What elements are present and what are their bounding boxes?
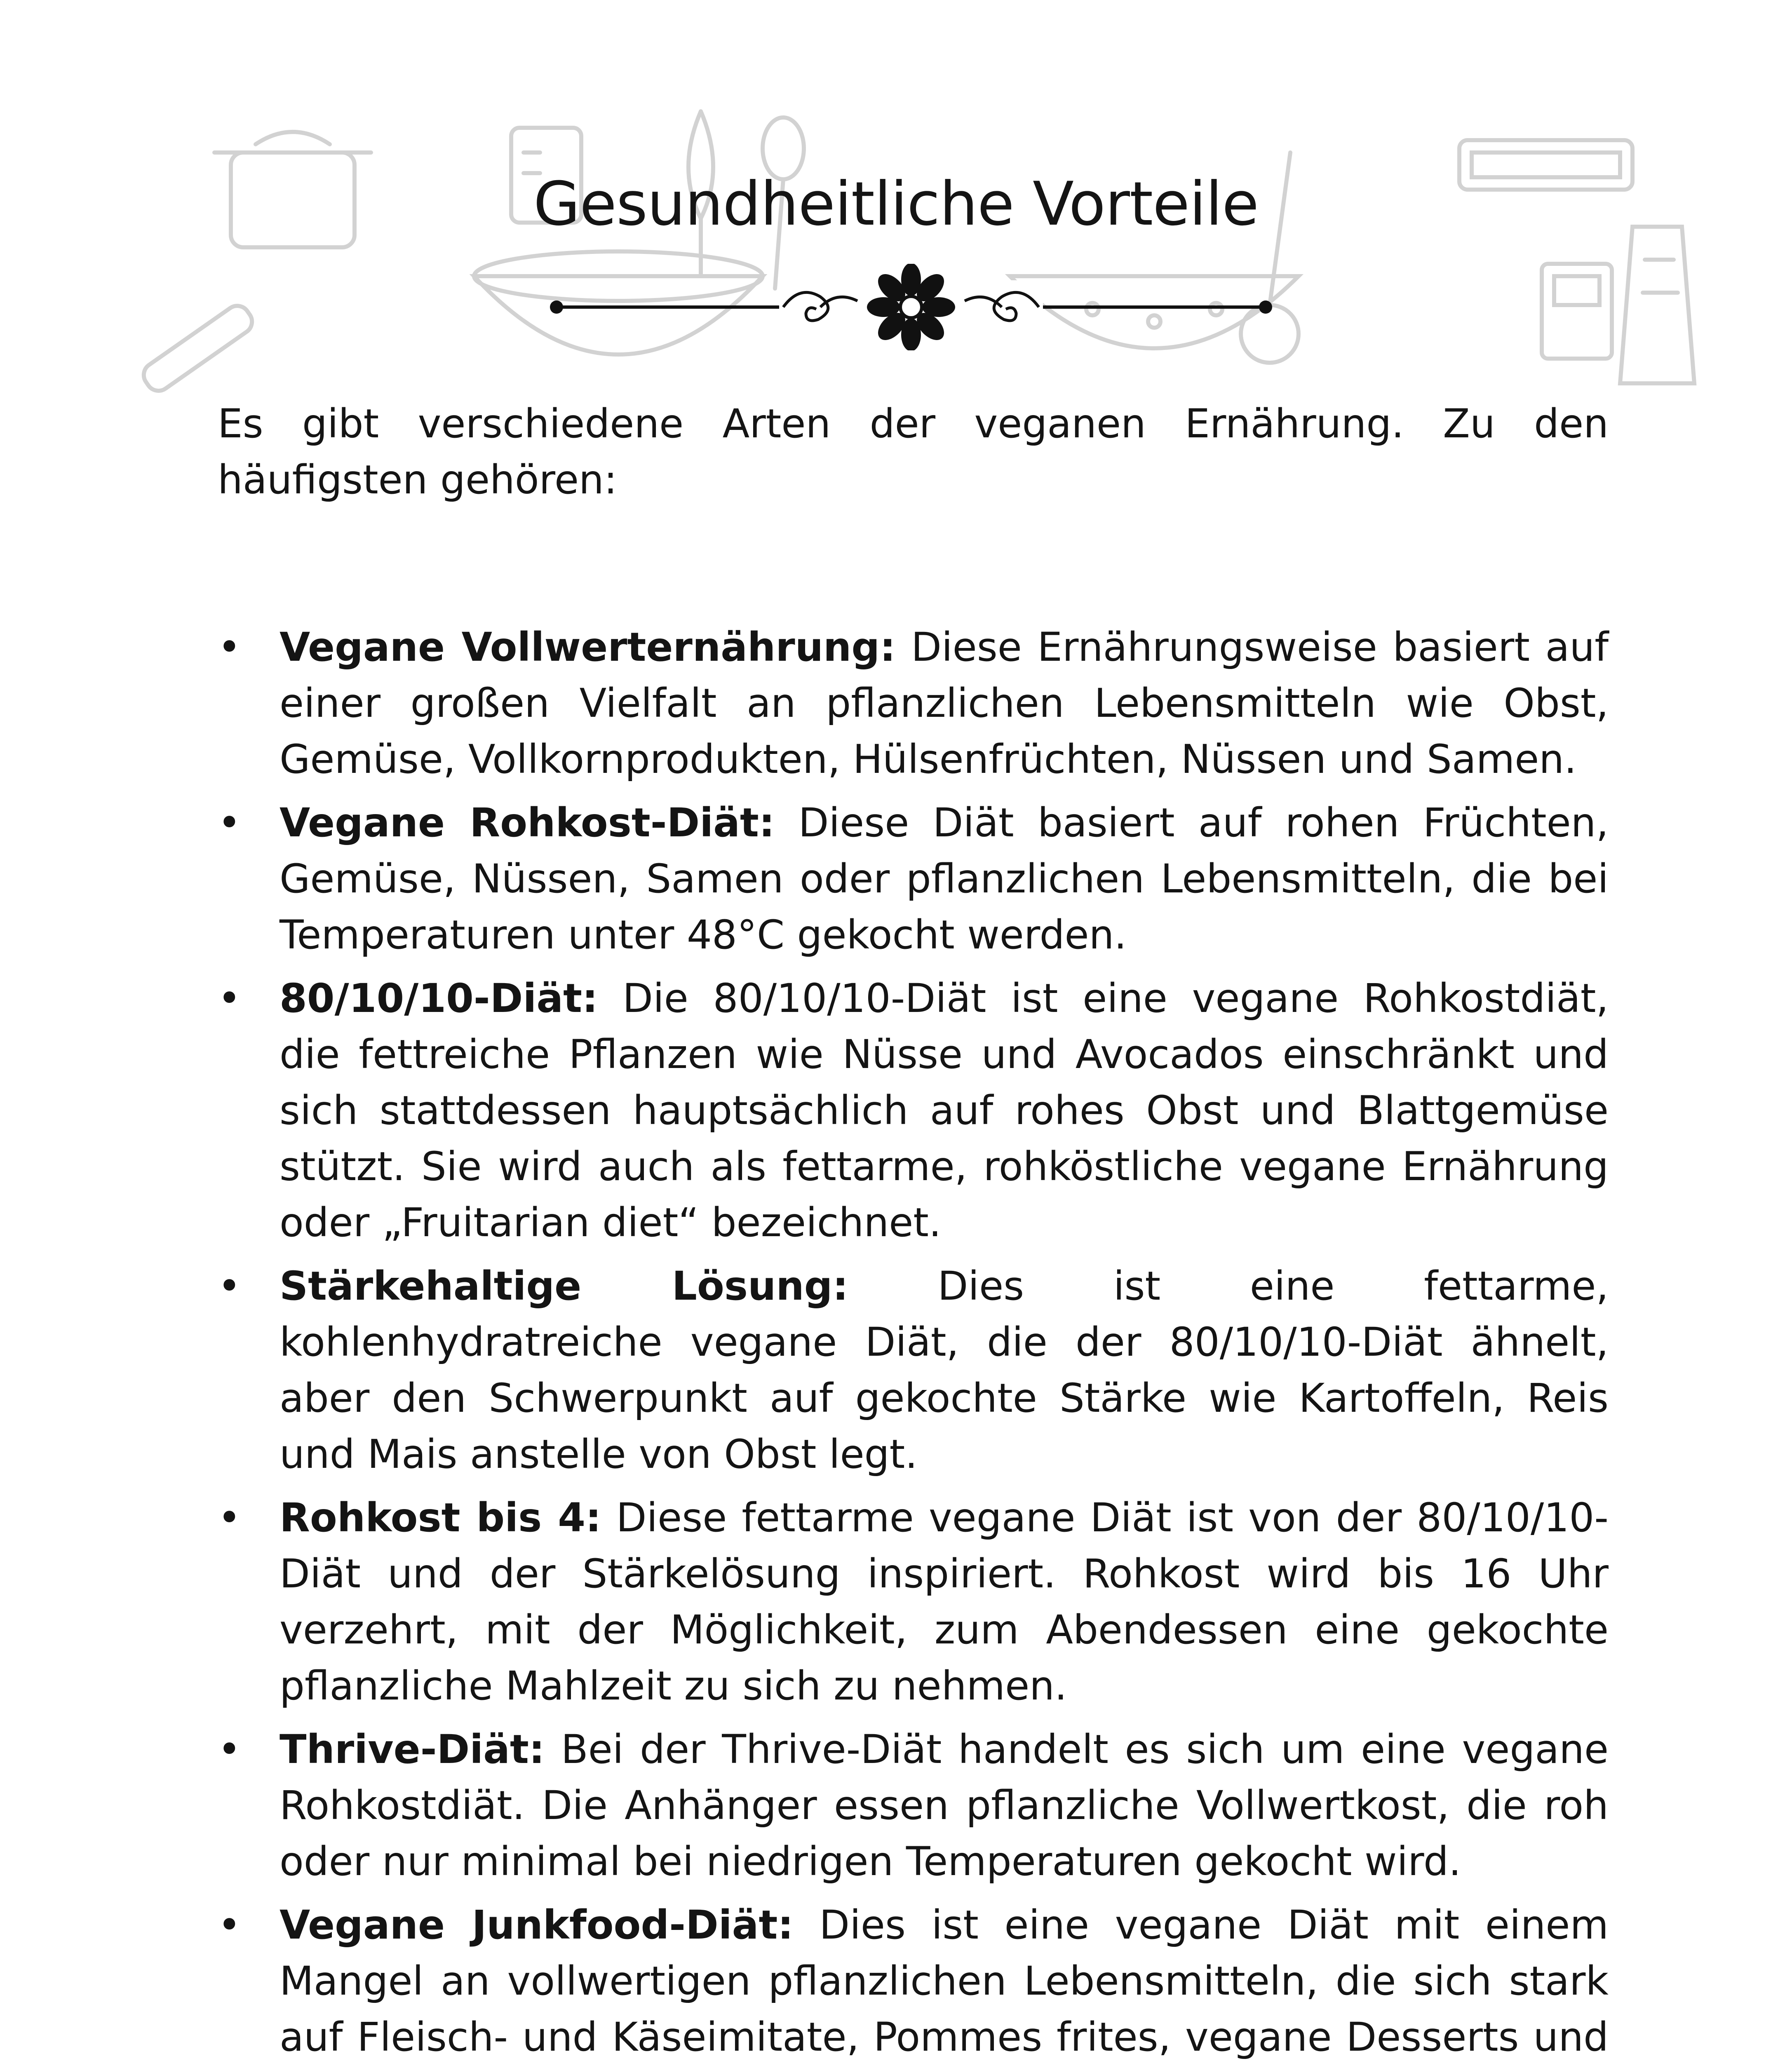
diet-name: Rohkost bis 4: xyxy=(279,1495,601,1541)
bullet-icon: • xyxy=(218,1726,241,1772)
bullet-icon: • xyxy=(218,800,241,846)
list-item xyxy=(218,1897,1609,2061)
bullet-icon: • xyxy=(218,1902,241,1948)
diet-description: Diese fettarme vegane Diät ist von der 80/10/10-Diät und der Stärkelösung inspiriert. Rohkost wird bis 16 Uhr verzehrt, mit der Möglichkeit, zum Abendessen eine gekochte pflanzliche Mahlzeit zu sich zu nehmen. xyxy=(279,1495,1609,1709)
diet-list xyxy=(218,619,1609,2061)
kitchen-scale-icon xyxy=(1542,264,1612,359)
diet-name: Thrive-Diät: xyxy=(279,1726,545,1772)
diet-description: Diese Diät basiert auf rohen Früchten, Gemüse, Nüssen, Samen oder pflanzlichen Lebensmitteln, die bei Temperaturen unter 48°C gekocht werden. xyxy=(279,800,1609,958)
document-body xyxy=(218,396,1609,2061)
diet-description: Dies ist eine fettarme, kohlenhydratreiche vegane Diät, die der 80/10/10-Diät ähnelt, aber den Schwerpunkt auf gekochte Stärke wie Kartoffeln, Reis und Mais anstelle von Obst legt. xyxy=(279,1263,1609,1477)
grater-icon xyxy=(1620,227,1694,383)
diet-name: Vegane Vollwerternährung: xyxy=(279,624,896,670)
list-item xyxy=(218,1258,1609,1482)
diet-description: Dies ist eine vegane Diät mit einem Mangel an vollwertigen pflanzlichen Lebensmitteln, die sich stark auf Fleisch- und Käseimitate, Pommes frites, vegane Desserts und xyxy=(279,1902,1609,2060)
list-item xyxy=(218,795,1609,963)
diet-name: Vegane Junkfood-Diät: xyxy=(279,1902,794,1948)
bullet-icon: • xyxy=(218,975,241,1021)
list-item xyxy=(218,1721,1609,1890)
bullet-icon: • xyxy=(218,624,241,670)
flower-ornament-icon xyxy=(867,264,955,350)
diet-name: Stärkehaltige Lösung: xyxy=(279,1263,848,1309)
rolling-pin-icon xyxy=(139,301,257,395)
bullet-icon: • xyxy=(218,1263,241,1309)
list-item xyxy=(218,1490,1609,1714)
page-title: Gesundheitliche Vorteile xyxy=(533,169,1259,239)
diet-description: Die 80/10/10-Diät ist eine vegane Rohkostdiät, die fettreiche Pflanzen wie Nüsse und Avocados einschränkt und sich stattdessen hauptsächlich auf rohes Obst und Blattgemüse stützt. Sie wird auch als fettarme, rohköstliche vegane Ernährung oder „Fruitarian diet“ bezeichnet. xyxy=(279,975,1609,1246)
intro-paragraph: Es gibt verschiedene Arten der veganen Ernährung. Zu den häufigsten gehören: xyxy=(218,401,1609,503)
diet-name: Vegane Rohkost-Diät: xyxy=(279,800,775,846)
diet-description: Diese Ernährungsweise basiert auf einer großen Vielfalt an pflanzlichen Lebensmitteln wie Obst, Gemüse, Vollkornprodukten, Hülsenfrüchten, Nüssen und Samen. xyxy=(279,624,1609,782)
ornamental-divider xyxy=(548,264,1274,350)
diet-description: Bei der Thrive-Diät handelt es sich um eine vegane Rohkostdiät. Die Anhänger essen pflanzliche Vollwertkost, die roh oder nur minimal bei niedrigen Temperaturen gekocht wird. xyxy=(279,1726,1609,1885)
diet-name: 80/10/10-Diät: xyxy=(279,975,598,1021)
list-item xyxy=(218,970,1609,1251)
list-item xyxy=(218,619,1609,787)
bullet-icon: • xyxy=(218,1495,241,1541)
